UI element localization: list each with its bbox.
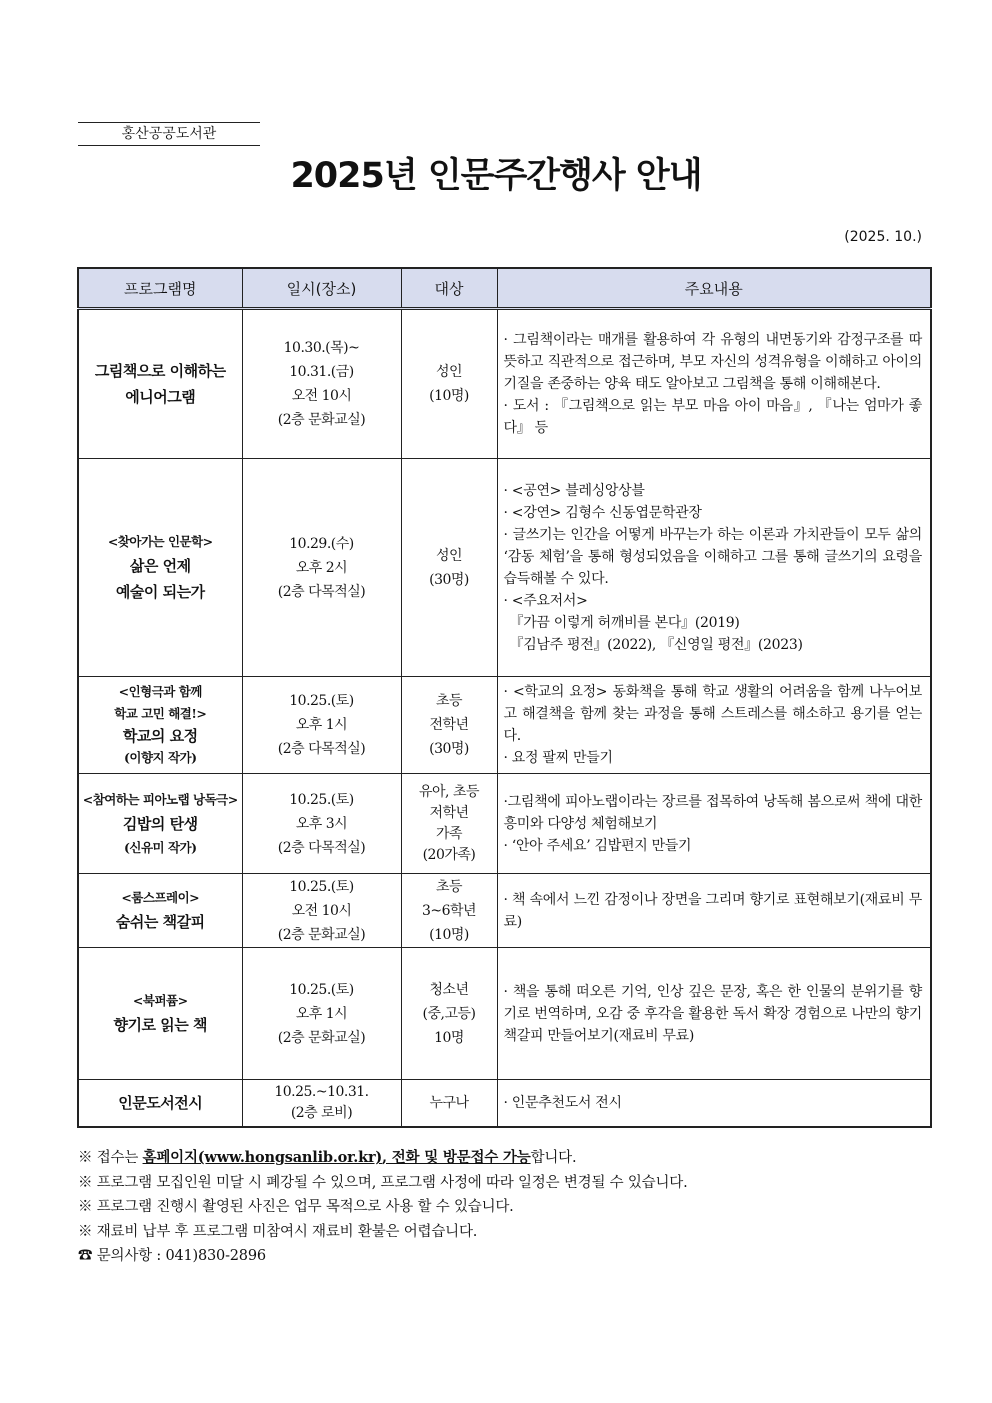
datetime-line: 10.25.(토) — [289, 878, 354, 895]
target-line: (30명) — [429, 741, 469, 757]
description-line: · 인문추천도서 전시 — [503, 1094, 622, 1111]
description-line: · <주요저서> — [503, 592, 588, 609]
program-schedule-table — [77, 267, 932, 1128]
table-row — [78, 1080, 931, 1127]
target-line: 초등 — [435, 693, 463, 709]
program-name-line: 학교의 요정 — [122, 727, 198, 745]
datetime-line: 10.25.~10.31. — [274, 1083, 369, 1100]
target-line: 성인 — [435, 364, 463, 380]
note-cancellation: ※ 프로그램 모집인원 미달 시 폐강될 수 있으며, 프로그램 사정에 따라 일정은 변경될 수 있습니다. — [78, 1174, 688, 1191]
datetime-line: 오전 10시 — [291, 902, 352, 919]
note-registration — [78, 1146, 688, 1171]
datetime-line: (2층 로비) — [290, 1104, 353, 1121]
description-line: · 그림책이라는 매개를 활용하여 각 유형의 내면동기와 감정구조를 따뜻하고 직관적으로 접근하며, 부모 자신의 성격유형을 이해하고 아이의 기질을 존중하는 양육 태도 알아보고 그림책을 통해 이해해본다. — [503, 332, 922, 392]
page-title: 2025년 인문주간행사 안내 — [290, 156, 702, 196]
datetime-line: 10.25.(토) — [289, 791, 354, 808]
target-line: 10명 — [434, 1029, 464, 1046]
datetime-line: 오후 1시 — [295, 717, 348, 733]
program-description — [497, 774, 931, 874]
program-datetime — [242, 459, 401, 677]
note-text: ※ 접수는 — [78, 1150, 143, 1166]
datetime-line: 10.29.(수) — [289, 535, 354, 552]
note-phone-visit: , 전화 및 방문접수 가능 — [382, 1149, 531, 1166]
program-name-line: 숨쉬는 책갈피 — [115, 912, 205, 931]
datetime-line: 10.31.(금) — [289, 364, 354, 380]
description-line: · 도서 : 『그림책으로 읽는 부모 마음 아이 마음』, 『나는 엄마가 좋다』 등 — [503, 398, 922, 436]
program-name-line: 학교 고민 해결!> — [114, 706, 207, 721]
program-datetime — [242, 948, 401, 1080]
program-datetime — [242, 309, 401, 459]
datetime-line: (2층 다목적실) — [277, 741, 366, 757]
description-line: · 글쓰기는 인간을 어떻게 바꾸는가 하는 이론과 가치관들이 모두 삶의 ‘감동 체험’을 통해 형성되었음을 이해하고 그를 통해 글쓰기의 요령을 습득해볼 수 있다. — [503, 526, 922, 587]
target-line: 저학년 — [429, 804, 469, 821]
target-line: (30명) — [429, 571, 469, 588]
table-header-row — [78, 268, 931, 309]
description-line: · 책 속에서 느낀 감정이나 장면을 그리며 향기로 표현해보기(재료비 무료) — [503, 891, 922, 930]
program-name — [78, 1080, 242, 1127]
note-photo-usage: ※ 프로그램 진행시 촬영된 사진은 업무 목적으로 사용 할 수 있습니다. — [78, 1199, 514, 1215]
target-line: 성인 — [435, 547, 463, 564]
program-target — [401, 774, 497, 874]
description-line: · <공연> 블레싱앙상블 — [503, 482, 645, 499]
program-name-line: <찾아가는 인문학> — [107, 533, 213, 549]
program-name-line: (이향지 작가) — [123, 750, 197, 765]
table-row — [78, 948, 931, 1080]
homepage-link[interactable]: 홈페이지(www.hongsanlib.or.kr) — [142, 1149, 383, 1166]
datetime-line: (2층 문화교실) — [277, 926, 366, 943]
program-name-line: <룸스프레이> — [121, 889, 200, 905]
contact-text: 문의사항 : 041)830-2896 — [96, 1248, 266, 1264]
datetime-line: (2층 문화교실) — [277, 412, 366, 428]
datetime-line: 오후 1시 — [295, 1005, 348, 1022]
program-description — [497, 309, 931, 459]
issue-date: (2025. 10.) — [844, 229, 922, 245]
program-name-line: 향기로 읽는 책 — [113, 1015, 207, 1034]
target-line: 가족 — [435, 825, 463, 842]
datetime-line: (2층 다목적실) — [277, 839, 366, 856]
description-line: · <학교의 요정> 동화책을 통해 학교 생활의 어려움을 함께 나누어보고 해결책을 함께 찾는 과정을 통해 스트레스를 해소하고 용기를 얻는다. — [503, 684, 922, 744]
notes-section — [78, 1146, 688, 1269]
datetime-line: 10.25.(토) — [289, 981, 354, 998]
target-line: (10명) — [429, 926, 469, 943]
program-datetime — [242, 774, 401, 874]
datetime-line: 10.30.(목)~ — [283, 340, 360, 356]
program-target — [401, 874, 497, 948]
library-name: 홍산공공도서관 — [78, 122, 260, 146]
program-datetime — [242, 677, 401, 774]
target-line: (10명) — [429, 388, 469, 404]
datetime-line: 오후 3시 — [295, 815, 348, 832]
description-line: · 책을 통해 떠오른 기억, 인상 깊은 문장, 혹은 한 인물의 분위기를 향기로 번역하며, 오감 중 후각을 활용한 독서 확장 경험으로 나만의 향기 책갈피 만들어보기(재료비 무료) — [503, 983, 922, 1044]
target-line: (중,고등) — [422, 1005, 476, 1022]
table-row — [78, 459, 931, 677]
program-name — [78, 774, 242, 874]
program-target — [401, 677, 497, 774]
description-line: · ‘안아 주세요’ 김밥편지 만들기 — [503, 837, 692, 854]
datetime-line: 오전 10시 — [291, 388, 352, 404]
program-description — [497, 948, 931, 1080]
header-main-content: 주요내용 — [497, 268, 931, 309]
program-name-line: <북퍼퓸> — [132, 992, 188, 1008]
phone-icon: ☎ — [78, 1248, 93, 1264]
table-row — [78, 874, 931, 948]
target-line: 청소년 — [429, 981, 469, 998]
program-name-line: 삶은 언제 — [129, 556, 191, 575]
program-name-line: 김밥의 탄생 — [122, 814, 198, 833]
program-name-line: 에니어그램 — [125, 388, 196, 406]
header-program-name: 프로그램명 — [78, 268, 242, 309]
target-line: 3~6학년 — [421, 902, 477, 919]
table-row — [78, 774, 931, 874]
table-row — [78, 677, 931, 774]
program-name — [78, 309, 242, 459]
program-description — [497, 874, 931, 948]
header-datetime-place: 일시(장소) — [242, 268, 401, 309]
program-description — [497, 677, 931, 774]
program-name-line: 예술이 되는가 — [115, 582, 205, 601]
note-contact — [78, 1244, 688, 1269]
program-datetime — [242, 874, 401, 948]
description-line: ·그림책에 피아노랩이라는 장르를 접목하여 낭독해 봄으로써 책에 대한 흥미와 다양성 체험해보기 — [503, 793, 922, 832]
program-name-line: <참여하는 피아노랩 낭독극> — [82, 791, 238, 807]
program-name — [78, 874, 242, 948]
program-description — [497, 1080, 931, 1127]
target-line: 유아, 초등 — [419, 783, 479, 800]
note-text: 합니다. — [530, 1150, 577, 1166]
program-target — [401, 948, 497, 1080]
program-name-line: <인형극과 함께 — [118, 684, 202, 699]
table-row — [78, 309, 931, 459]
program-description — [497, 459, 931, 677]
program-name — [78, 677, 242, 774]
description-line: · <강연> 김형수 신동엽문학관장 — [503, 504, 702, 521]
note-refund: ※ 재료비 납부 후 프로그램 미참여시 재료비 환불은 어렵습니다. — [78, 1223, 478, 1240]
datetime-line: (2층 다목적실) — [277, 583, 366, 600]
program-datetime — [242, 1080, 401, 1127]
program-name — [78, 459, 242, 677]
program-name-line: 인문도서전시 — [118, 1093, 203, 1112]
target-line: 누구나 — [429, 1094, 469, 1111]
description-line: 『가끔 이렇게 허깨비를 본다』(2019) — [509, 614, 740, 631]
program-target — [401, 459, 497, 677]
program-name-line: (신유미 작가) — [123, 839, 197, 855]
program-target — [401, 1080, 497, 1127]
description-line: · 요정 팔찌 만들기 — [503, 750, 613, 766]
datetime-line: 10.25.(토) — [289, 693, 354, 709]
description-line: 『김남주 평전』(2022), 『신영일 평전』(2023) — [509, 636, 803, 653]
program-name-line: 그림책으로 이해하는 — [94, 362, 226, 380]
target-line: 전학년 — [429, 717, 469, 733]
program-target — [401, 309, 497, 459]
datetime-line: 오후 2시 — [295, 559, 348, 576]
target-line: (20가족) — [422, 846, 476, 863]
target-line: 초등 — [435, 878, 463, 895]
header-target: 대상 — [401, 268, 497, 309]
datetime-line: (2층 문화교실) — [277, 1029, 366, 1046]
program-name — [78, 948, 242, 1080]
